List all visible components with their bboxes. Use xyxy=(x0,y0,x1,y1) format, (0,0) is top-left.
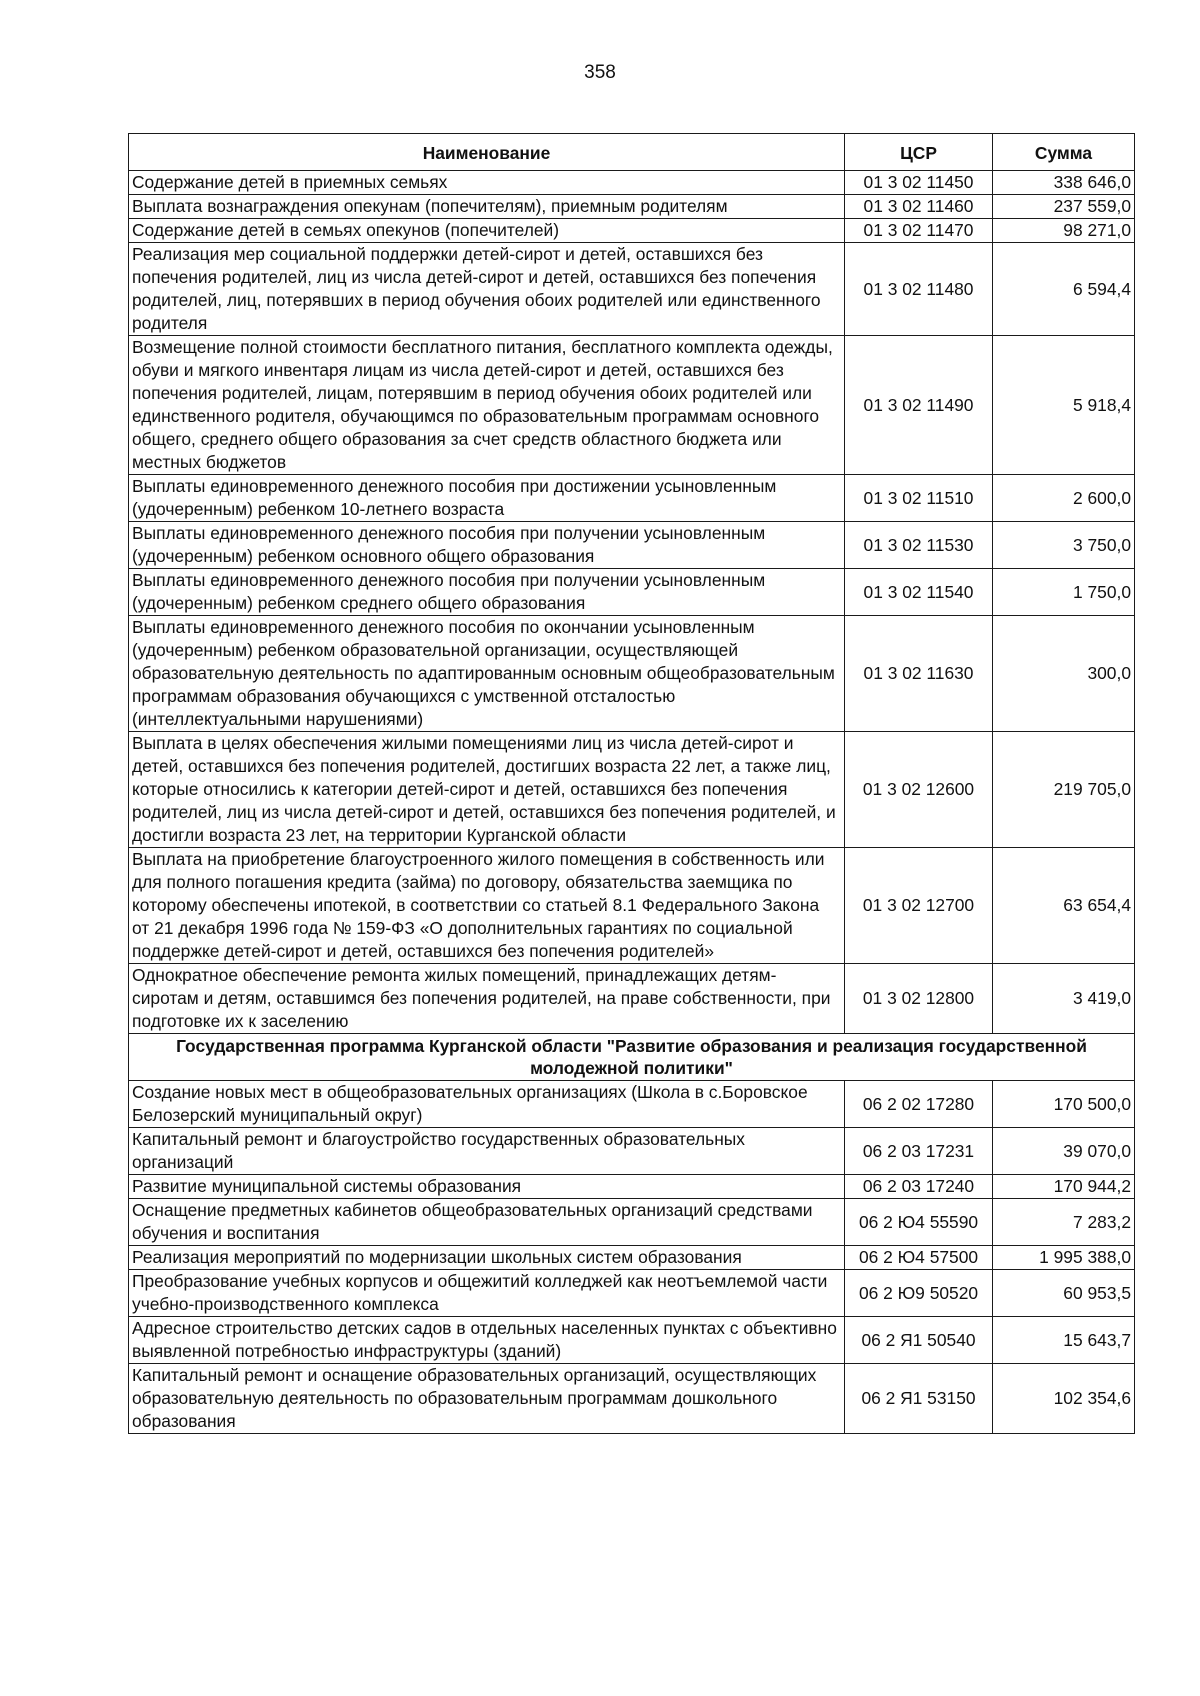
page-number: 358 xyxy=(584,62,616,83)
row-code-cell: 01 3 02 11490 xyxy=(845,336,993,475)
row-name-cell: Выплаты единовременного денежного пособия по окончании усыновленным (удочеренным) ребенком образовательной организации, осуществляющей образовательную деятельность по адаптированным основным общеобразовательным программам образования обучающихся с умственной отсталостью (интеллектуальными нарушениями) xyxy=(129,616,845,732)
row-sum-cell: 63 654,4 xyxy=(993,848,1135,964)
row-code-cell: 06 2 03 17240 xyxy=(845,1175,993,1199)
row-sum-cell: 170 944,2 xyxy=(993,1175,1135,1199)
row-sum-cell: 237 559,0 xyxy=(993,195,1135,219)
table-row xyxy=(129,243,1135,336)
table-row xyxy=(129,195,1135,219)
section-title: Государственная программа Курганской области "Развитие образования и реализация государственной молодежной политики" xyxy=(129,1034,1135,1081)
row-name-cell: Преобразование учебных корпусов и общежитий колледжей как неотъемлемой части учебно-производственного комплекса xyxy=(129,1270,845,1317)
budget-table xyxy=(128,133,1135,1434)
row-sum-cell: 1 995 388,0 xyxy=(993,1246,1135,1270)
row-code-cell: 01 3 02 11480 xyxy=(845,243,993,336)
row-sum-cell: 3 750,0 xyxy=(993,522,1135,569)
row-code-cell: 01 3 02 11450 xyxy=(845,171,993,195)
row-code-cell: 01 3 02 11460 xyxy=(845,195,993,219)
table-section xyxy=(129,1034,1135,1081)
row-name-cell: Выплата на приобретение благоустроенного жилого помещения в собственность или для полного погашения кредита (займа) по договору, обязательства заемщика по которому обеспечены ипотекой, в соответствии со статьей 8.1 Федерального Закона от 21 декабря 1996 года № 159-ФЗ «О дополнительных гарантиях по социальной поддержке детей-сирот и детей, оставшихся без попечения родителей» xyxy=(129,848,845,964)
row-code-cell: 06 2 02 17280 xyxy=(845,1081,993,1128)
row-name-cell: Развитие муниципальной системы образования xyxy=(129,1175,845,1199)
table-row xyxy=(129,475,1135,522)
row-name-cell: Создание новых мест в общеобразовательных организациях (Школа в с.Боровское Белозерский муниципальный округ) xyxy=(129,1081,845,1128)
row-code-cell: 06 2 Ю9 50520 xyxy=(845,1270,993,1317)
table-body-part-2 xyxy=(129,1081,1135,1434)
row-sum-cell: 300,0 xyxy=(993,616,1135,732)
table-row xyxy=(129,1246,1135,1270)
table-row xyxy=(129,732,1135,848)
row-code-cell: 01 3 02 12800 xyxy=(845,964,993,1034)
table-row xyxy=(129,1199,1135,1246)
row-code-cell: 01 3 02 11470 xyxy=(845,219,993,243)
row-code-cell: 06 2 Ю4 55590 xyxy=(845,1199,993,1246)
table-row xyxy=(129,848,1135,964)
row-sum-cell: 2 600,0 xyxy=(993,475,1135,522)
row-code-cell: 01 3 02 11530 xyxy=(845,522,993,569)
row-sum-cell: 15 643,7 xyxy=(993,1317,1135,1364)
row-name-cell: Выплата вознаграждения опекунам (попечителям), приемным родителям xyxy=(129,195,845,219)
row-name-cell: Выплата в целях обеспечения жилыми помещениями лиц из числа детей-сирот и детей, оставшихся без попечения родителей, достигших возраста 22 лет, а также лиц, которые относились к категории детей-сирот и детей, оставшихся без попечения родителей, лиц из числа детей-сирот и детей, оставшихся без попечения родителей, и достигли возраста 23 лет, на территории Курганской области xyxy=(129,732,845,848)
row-sum-cell: 6 594,4 xyxy=(993,243,1135,336)
row-code-cell: 06 2 03 17231 xyxy=(845,1128,993,1175)
row-name-cell: Капитальный ремонт и оснащение образовательных организаций, осуществляющих образовательную деятельность по образовательным программам дошкольного образования xyxy=(129,1364,845,1434)
row-code-cell: 01 3 02 11510 xyxy=(845,475,993,522)
row-code-cell: 06 2 Ю4 57500 xyxy=(845,1246,993,1270)
row-sum-cell: 60 953,5 xyxy=(993,1270,1135,1317)
row-name-cell: Однократное обеспечение ремонта жилых помещений, принадлежащих детям-сиротам и детям, оставшимся без попечения родителей, на праве собственности, при подготовке их к заселению xyxy=(129,964,845,1034)
table-row xyxy=(129,336,1135,475)
row-name-cell: Возмещение полной стоимости бесплатного питания, бесплатного комплекта одежды, обуви и мягкого инвентаря лицам из числа детей-сирот и детей, оставшихся без попечения родителей, лицам, потерявшим в период обучения обоих родителей или единственного родителя, обучающимся по образовательным программам основного общего, среднего общего образования за счет средств областного бюджета или местных бюджетов xyxy=(129,336,845,475)
row-sum-cell: 219 705,0 xyxy=(993,732,1135,848)
row-sum-cell: 170 500,0 xyxy=(993,1081,1135,1128)
row-code-cell: 01 3 02 12700 xyxy=(845,848,993,964)
row-code-cell: 01 3 02 12600 xyxy=(845,732,993,848)
table-row xyxy=(129,1175,1135,1199)
row-name-cell: Адресное строительство детских садов в отдельных населенных пунктах с объективно выявленной потребностью инфраструктуры (зданий) xyxy=(129,1317,845,1364)
table-row xyxy=(129,1317,1135,1364)
table-row xyxy=(129,569,1135,616)
row-name-cell: Выплаты единовременного денежного пособия при получении усыновленным (удочеренным) ребенком среднего общего образования xyxy=(129,569,845,616)
row-sum-cell: 5 918,4 xyxy=(993,336,1135,475)
row-sum-cell: 39 070,0 xyxy=(993,1128,1135,1175)
row-code-cell: 01 3 02 11630 xyxy=(845,616,993,732)
table-row xyxy=(129,964,1135,1034)
row-code-cell: 06 2 Я1 50540 xyxy=(845,1317,993,1364)
row-sum-cell: 338 646,0 xyxy=(993,171,1135,195)
table-row xyxy=(129,219,1135,243)
row-code-cell: 01 3 02 11540 xyxy=(845,569,993,616)
row-name-cell: Реализация мероприятий по модернизации школьных систем образования xyxy=(129,1246,845,1270)
section-row xyxy=(129,1034,1135,1081)
header-sum: Сумма xyxy=(993,134,1135,171)
row-name-cell: Капитальный ремонт и благоустройство государственных образовательных организаций xyxy=(129,1128,845,1175)
row-name-cell: Содержание детей в семьях опекунов (попечителей) xyxy=(129,219,845,243)
row-name-cell: Оснащение предметных кабинетов общеобразовательных организаций средствами обучения и воспитания xyxy=(129,1199,845,1246)
table-row xyxy=(129,522,1135,569)
row-name-cell: Выплаты единовременного денежного пособия при достижении усыновленным (удочеренным) ребенком 10-летнего возраста xyxy=(129,475,845,522)
table-header-row xyxy=(129,134,1135,171)
row-sum-cell: 1 750,0 xyxy=(993,569,1135,616)
row-sum-cell: 3 419,0 xyxy=(993,964,1135,1034)
header-name: Наименование xyxy=(129,134,845,171)
row-sum-cell: 98 271,0 xyxy=(993,219,1135,243)
row-code-cell: 06 2 Я1 53150 xyxy=(845,1364,993,1434)
table-row xyxy=(129,1081,1135,1128)
table-row xyxy=(129,171,1135,195)
row-name-cell: Реализация мер социальной поддержки детей-сирот и детей, оставшихся без попечения родителей, лиц из числа детей-сирот и детей, оставшихся без попечения родителей, лиц, потерявших в период обучения обоих родителей или единственного родителя xyxy=(129,243,845,336)
row-name-cell: Содержание детей в приемных семьях xyxy=(129,171,845,195)
header-code: ЦСР xyxy=(845,134,993,171)
row-sum-cell: 102 354,6 xyxy=(993,1364,1135,1434)
table-row xyxy=(129,616,1135,732)
table-row xyxy=(129,1364,1135,1434)
row-sum-cell: 7 283,2 xyxy=(993,1199,1135,1246)
row-name-cell: Выплаты единовременного денежного пособия при получении усыновленным (удочеренным) ребенком основного общего образования xyxy=(129,522,845,569)
table-row xyxy=(129,1270,1135,1317)
table-body-part-1 xyxy=(129,171,1135,1034)
table-row xyxy=(129,1128,1135,1175)
